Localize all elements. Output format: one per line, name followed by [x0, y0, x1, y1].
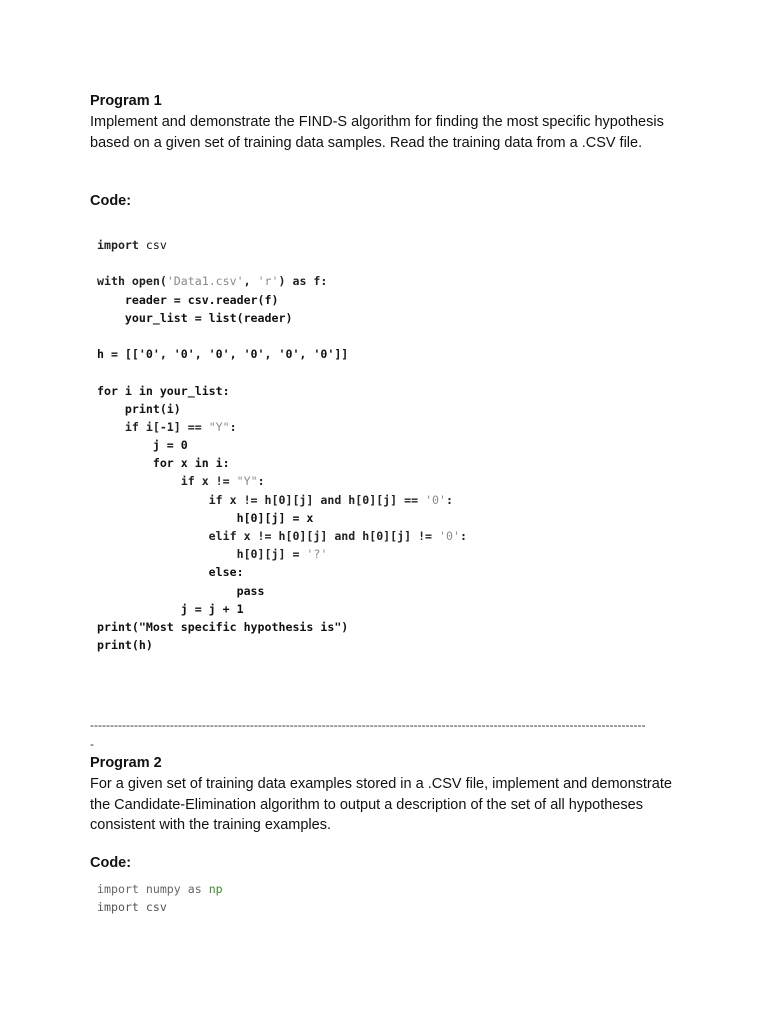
code-line: if x != "Y": — [97, 474, 265, 489]
program-2-code-block — [97, 880, 223, 916]
code-line: print(i) — [97, 401, 181, 416]
code-line: h[0][j] = x — [97, 510, 314, 525]
program-1-code-label: Code: — [90, 193, 132, 209]
program-2-code-label: Code: — [90, 855, 132, 871]
code-line — [97, 327, 467, 345]
code-line: reader = csv.reader(f) — [97, 292, 279, 307]
code-line: if i[-1] == "Y": — [97, 419, 237, 434]
code-line: elif x != h[0][j] and h[0][j] != '0': — [97, 529, 467, 543]
code-line: import numpy as np — [97, 882, 223, 896]
code-line: j = 0 — [97, 438, 188, 453]
section-separator-tail: - — [90, 737, 94, 751]
code-line: import csv — [97, 900, 167, 915]
code-line: j = j + 1 — [97, 601, 244, 616]
program-1-title: Program 1 — [90, 93, 162, 109]
section-separator: ------------------------------------------------------------------------------------------------------------------------------------------- — [90, 718, 646, 732]
code-line: import csv — [97, 238, 167, 252]
code-line: else: — [97, 565, 244, 580]
code-line — [97, 254, 467, 272]
code-line: with open('Data1.csv', 'r') as f: — [97, 274, 328, 289]
program-2-description: For a given set of training data examples stored in a .CSV file, implement and demonstrate the Candidate-Elimination algorithm to output a description of the set of all hypotheses consistent with the training examples. — [90, 776, 672, 833]
code-line: if x != h[0][j] and h[0][j] == '0': — [97, 492, 453, 507]
code-line: for x in i: — [97, 456, 230, 471]
program-2-title: Program 2 — [90, 755, 162, 771]
code-line: print("Most specific hypothesis is") — [97, 619, 349, 634]
code-line — [97, 363, 467, 381]
code-line: your_list = list(reader) — [97, 310, 293, 325]
code-line: pass — [97, 583, 265, 598]
program-1-description: Implement and demonstrate the FIND-S algorithm for finding the most specific hypothesis based on a given set of training data samples. Read the training data from a .CSV file. — [90, 114, 664, 151]
program-1-code-block — [97, 236, 467, 654]
code-line: for i in your_list: — [97, 383, 230, 398]
code-line: h[0][j] = '?' — [97, 547, 328, 562]
code-line: h = [['0', '0', '0', '0', '0', '0']] — [97, 347, 349, 362]
code-line: print(h) — [97, 638, 153, 653]
